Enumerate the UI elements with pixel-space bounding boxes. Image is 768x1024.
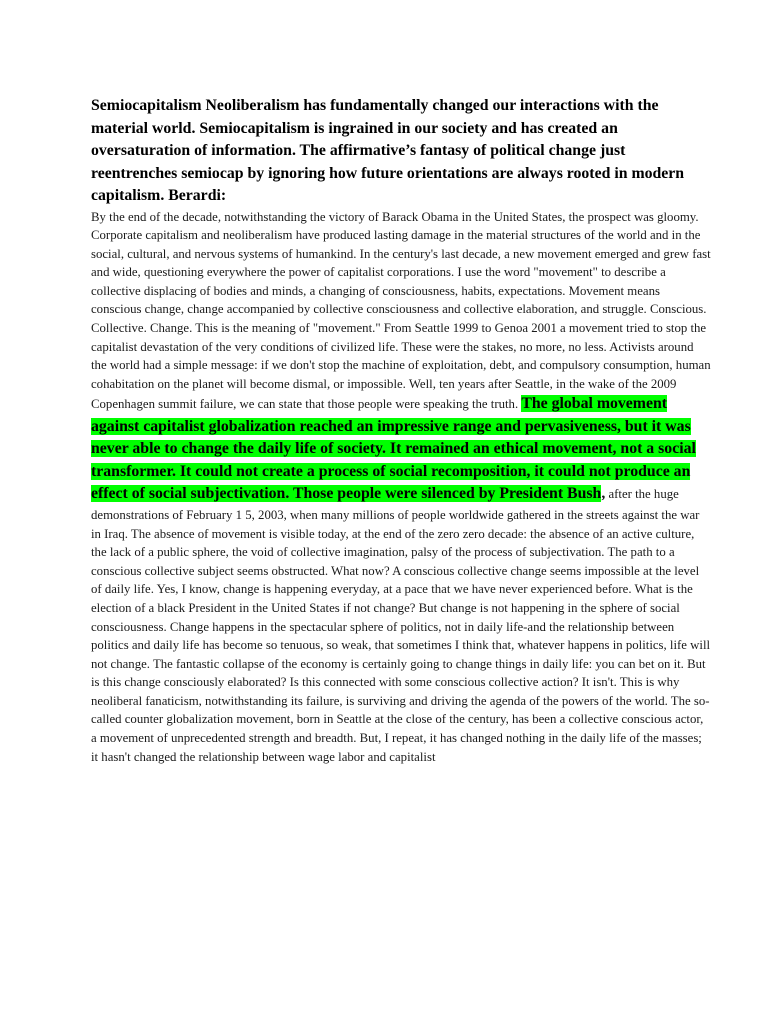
card-tagline: Semiocapitalism Neoliberalism has fundamentally changed our interactions with the material world. Semiocapitalism is ingrained in our society and has created an oversaturation of information. The affirmative’s fantasy of political change just reentrenches semiocap by ignoring how future orientations are always rooted in modern capitalism. Berardi: <box>91 97 685 204</box>
body-text-before: By the end of the decade, notwithstanding the victory of Barack Obama in the United States, the prospect was gloomy. Corporate capitalism and neoliberalism have produced lasting damage in the material structures of the world and in the social, cultural, and nervous systems of humankind. In the century's last decade, a new movement emerged and grew fast and wide, questioning everywhere the power of capitalist corporations. I use the word "movement" to describe a collective displacing of bodies and minds, a changing of consciousness, habits, expectations. Movement means conscious change, change accompanied by collective consciousness and collective elaboration, and struggle. Conscious. Collective. Change. This is the meaning of "movement." From Seattle 1999 to Genoa 2001 a movement tried to stop the capitalist devastation of the very conditions of civilized life. These were the stakes, no more, no less. Activists around the world had a simple message: if we don't stop the machine of exploitation, debt, and compulsory consumption, human cohabitation on the planet will become dismal, or impossible. Well, ten years after Seattle, in the wake of the 2009 Copenhagen summit failure, we can state that those people were speaking the truth. <box>91 209 711 412</box>
card-body <box>91 208 711 767</box>
body-text-after: after the huge demonstrations of February 1 5, 2003, when many millions of people worldwide gathered in the streets against the war in Iraq. The absence of movement is visible today, at the end of the zero zero decade: the absence of an active culture, the lack of a public sphere, the void of collective imagination, palsy of the process of subjectivation. The path to a conscious collective subject seems obstructed. What now? A conscious collective change seems impossible at the level of daily life. Yes, I know, change is happening everyday, at a pace that we have never experienced before. What is the election of a black President in the United States if not change? But change is not happening in the sphere of social consciousness. Change happens in the spectacular sphere of politics, not in daily life-and the relationship between politics and daily life has become so tenuous, so weak, that sometimes I think that, whatever happens in politics, life will not change. The fantastic collapse of the economy is certainly going to change things in daily life: you can bet on it. But is this change consciously elaborated? Is this connected with some conscious collective action? It isn't. This is why neoliberal fanaticism, notwithstanding its failure, is surviving and driving the agenda of the powers of the world. The so-called counter globalization movement, born in Seattle at the close of the century, has been a collective conscious actor, a movement of unprecedented strength and breadth. But, I repeat, it has changed nothing in the daily life of the masses; it hasn't changed the relationship between wage labor and capitalist <box>91 487 711 764</box>
highlight-trailing-comma: , <box>601 485 606 503</box>
debate-card <box>91 95 711 766</box>
highlighted-text: The global movement against capitalist globalization reached an impressive range and pervasiveness, but it was never able to change the daily life of society. It remained an ethical movement, not a social transformer. It could not create a process of social recomposition, it could not produce an effect of social subjectivation. Those people were silenced by President Bush <box>91 395 696 503</box>
